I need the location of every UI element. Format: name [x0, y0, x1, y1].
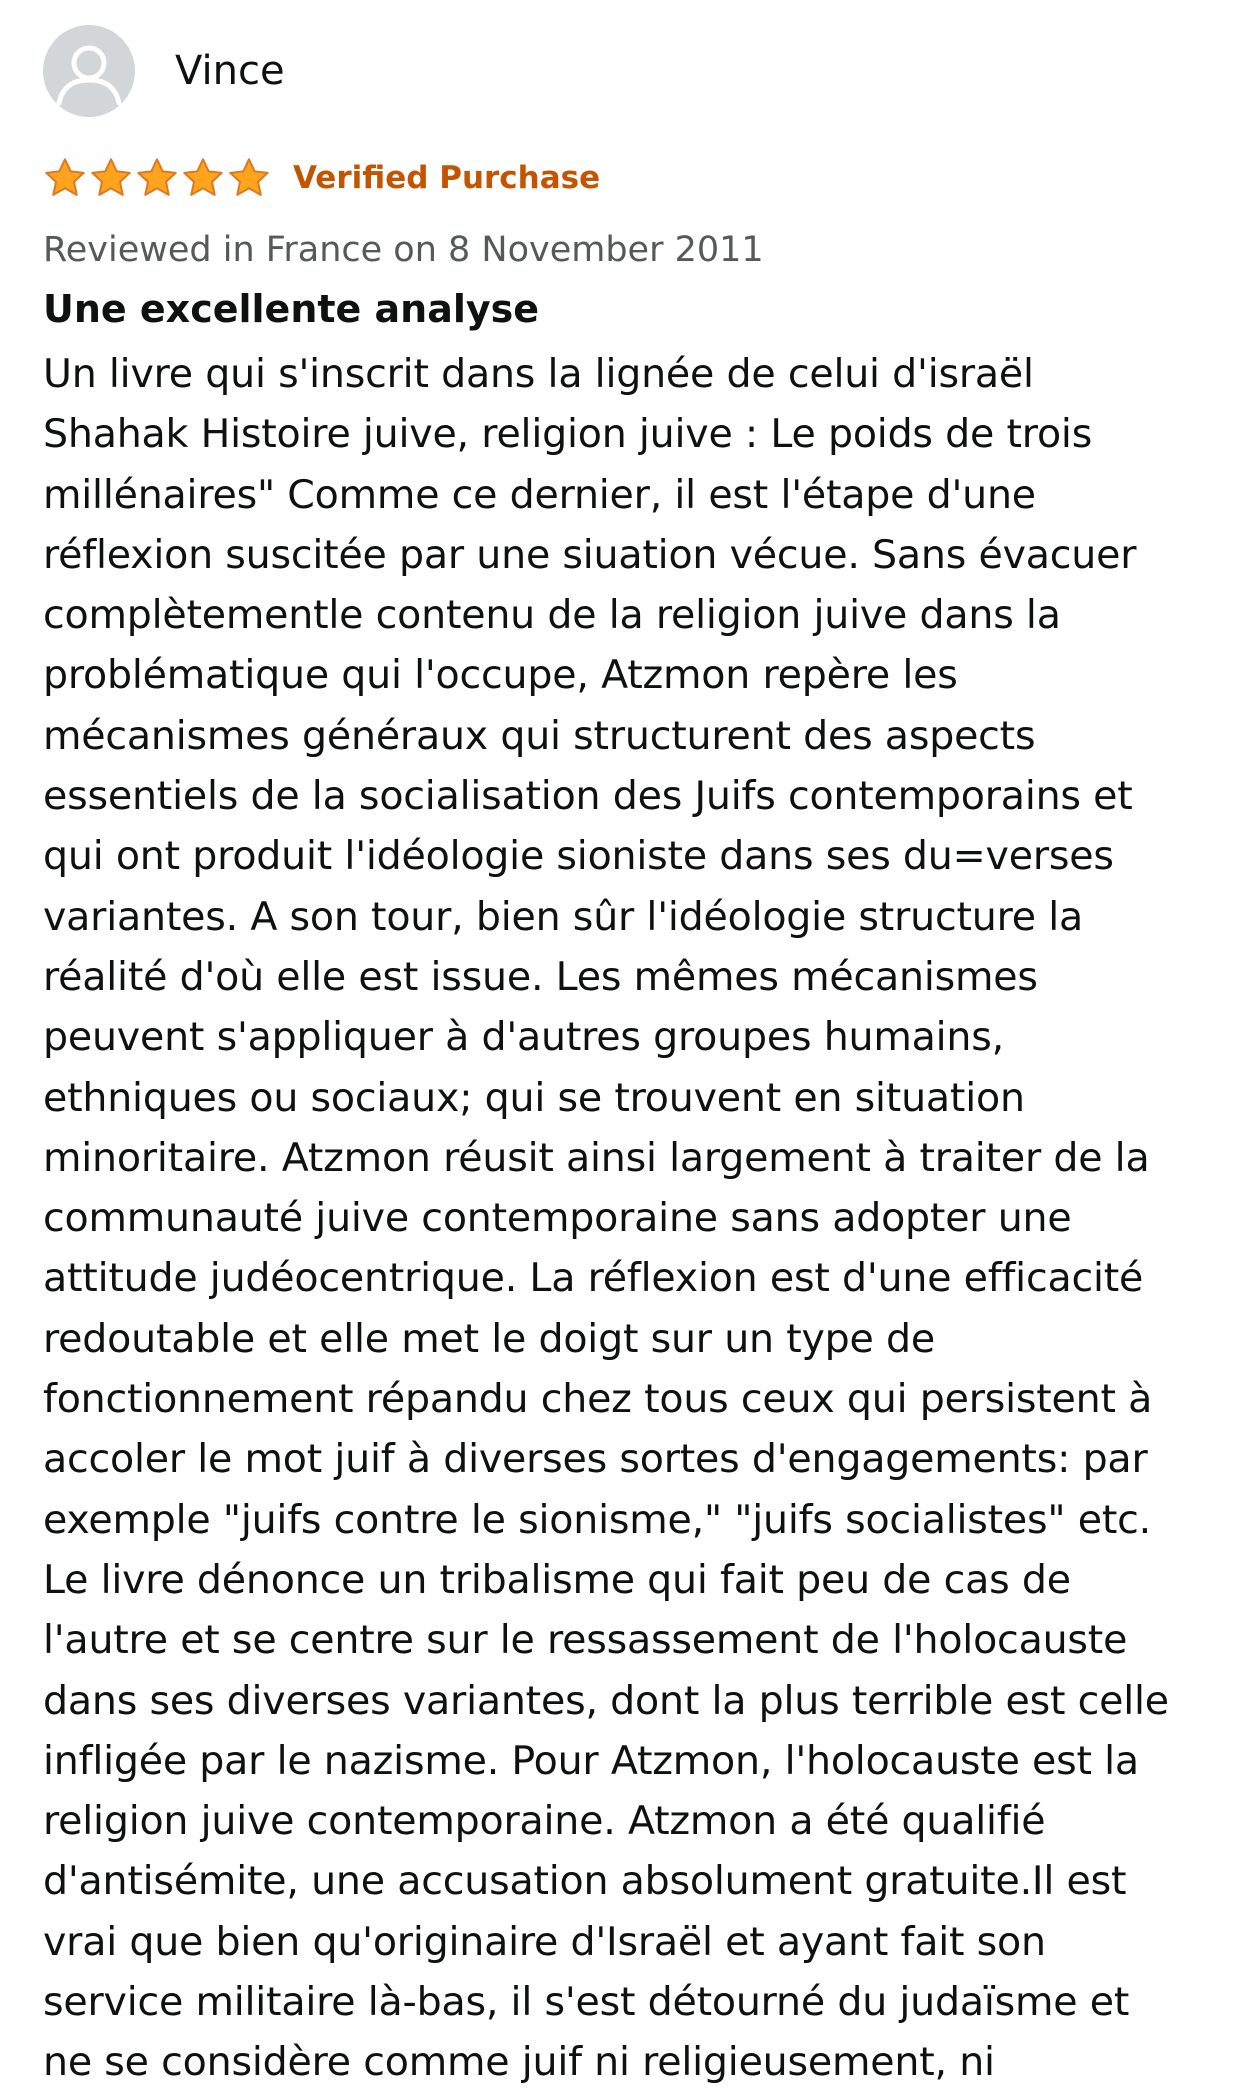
star-rating[interactable] [43, 156, 271, 200]
reviewer-name[interactable]: Vince [175, 48, 285, 94]
review-card [43, 24, 1203, 2093]
avatar[interactable] [43, 25, 135, 117]
star-filled-icon [89, 156, 133, 200]
rating-row [43, 156, 1203, 200]
reviewer-profile[interactable] [43, 24, 1203, 118]
verified-purchase-badge: Verified Purchase [293, 160, 601, 196]
star-filled-icon [227, 156, 271, 200]
review-date: Reviewed in France on 8 November 2011 [43, 230, 764, 270]
review-body: Un livre qui s'inscrit dans la lignée de celui d'israël Shahak Histoire juive, religion juive : Le poids de trois millénaires" Comme ce dernier, il est l'étape d'une réflexion suscitée par une siuation vécue. Sans évacuer complètementle contenu de la religion juive dans la problématique qui l'occupe, Atzmon repère les mécanismes généraux qui structurent des aspects essentiels de la socialisation des Juifs contemporains et qui ont produit l'idéologie sioniste dans ses du=verses variantes. A son tour, bien sûr l'idéologie structure la réalité d'où elle est issue. Les mêmes mécanismes peuvent s'appliquer à d'autres groupes humains, ethniques ou sociaux; qui se trouvent en situation minoritaire. Atzmon réusit ainsi largement à traiter de la communauté juive contemporaine sans adopter une attitude judéocentrique. La réflexion est d'une efficacité redoutable et elle met le doigt sur un type de fonctionnement répandu chez tous ceux qui persistent à accoler le mot juif à diverses sortes d'engagements: par exemple "juifs contre le sionisme," "juifs socialistes" etc. Le livre dénonce un tribalisme qui fait peu de cas de l'autre et se centre sur le ressassement de l'holocauste dans ses diverses variantes, dont la plus terrible est celle infligée par le nazisme. Pour Atzmon, l'holocauste est la religion juive contemporaine. Atzmon a été qualifié d'antisémite, une accusation absolument gratuite.Il est vrai que bien qu'originaire d'Israël et ayant fait son service militaire là-bas, il s'est détourné du judaïsme et ne se considère comme juif ni religieusement, ni [43, 351, 1169, 2086]
review-title: Une excellente analyse [43, 287, 540, 331]
star-filled-icon [135, 156, 179, 200]
star-filled-icon [181, 156, 225, 200]
star-filled-icon [43, 156, 87, 200]
user-silhouette-icon [43, 25, 135, 117]
